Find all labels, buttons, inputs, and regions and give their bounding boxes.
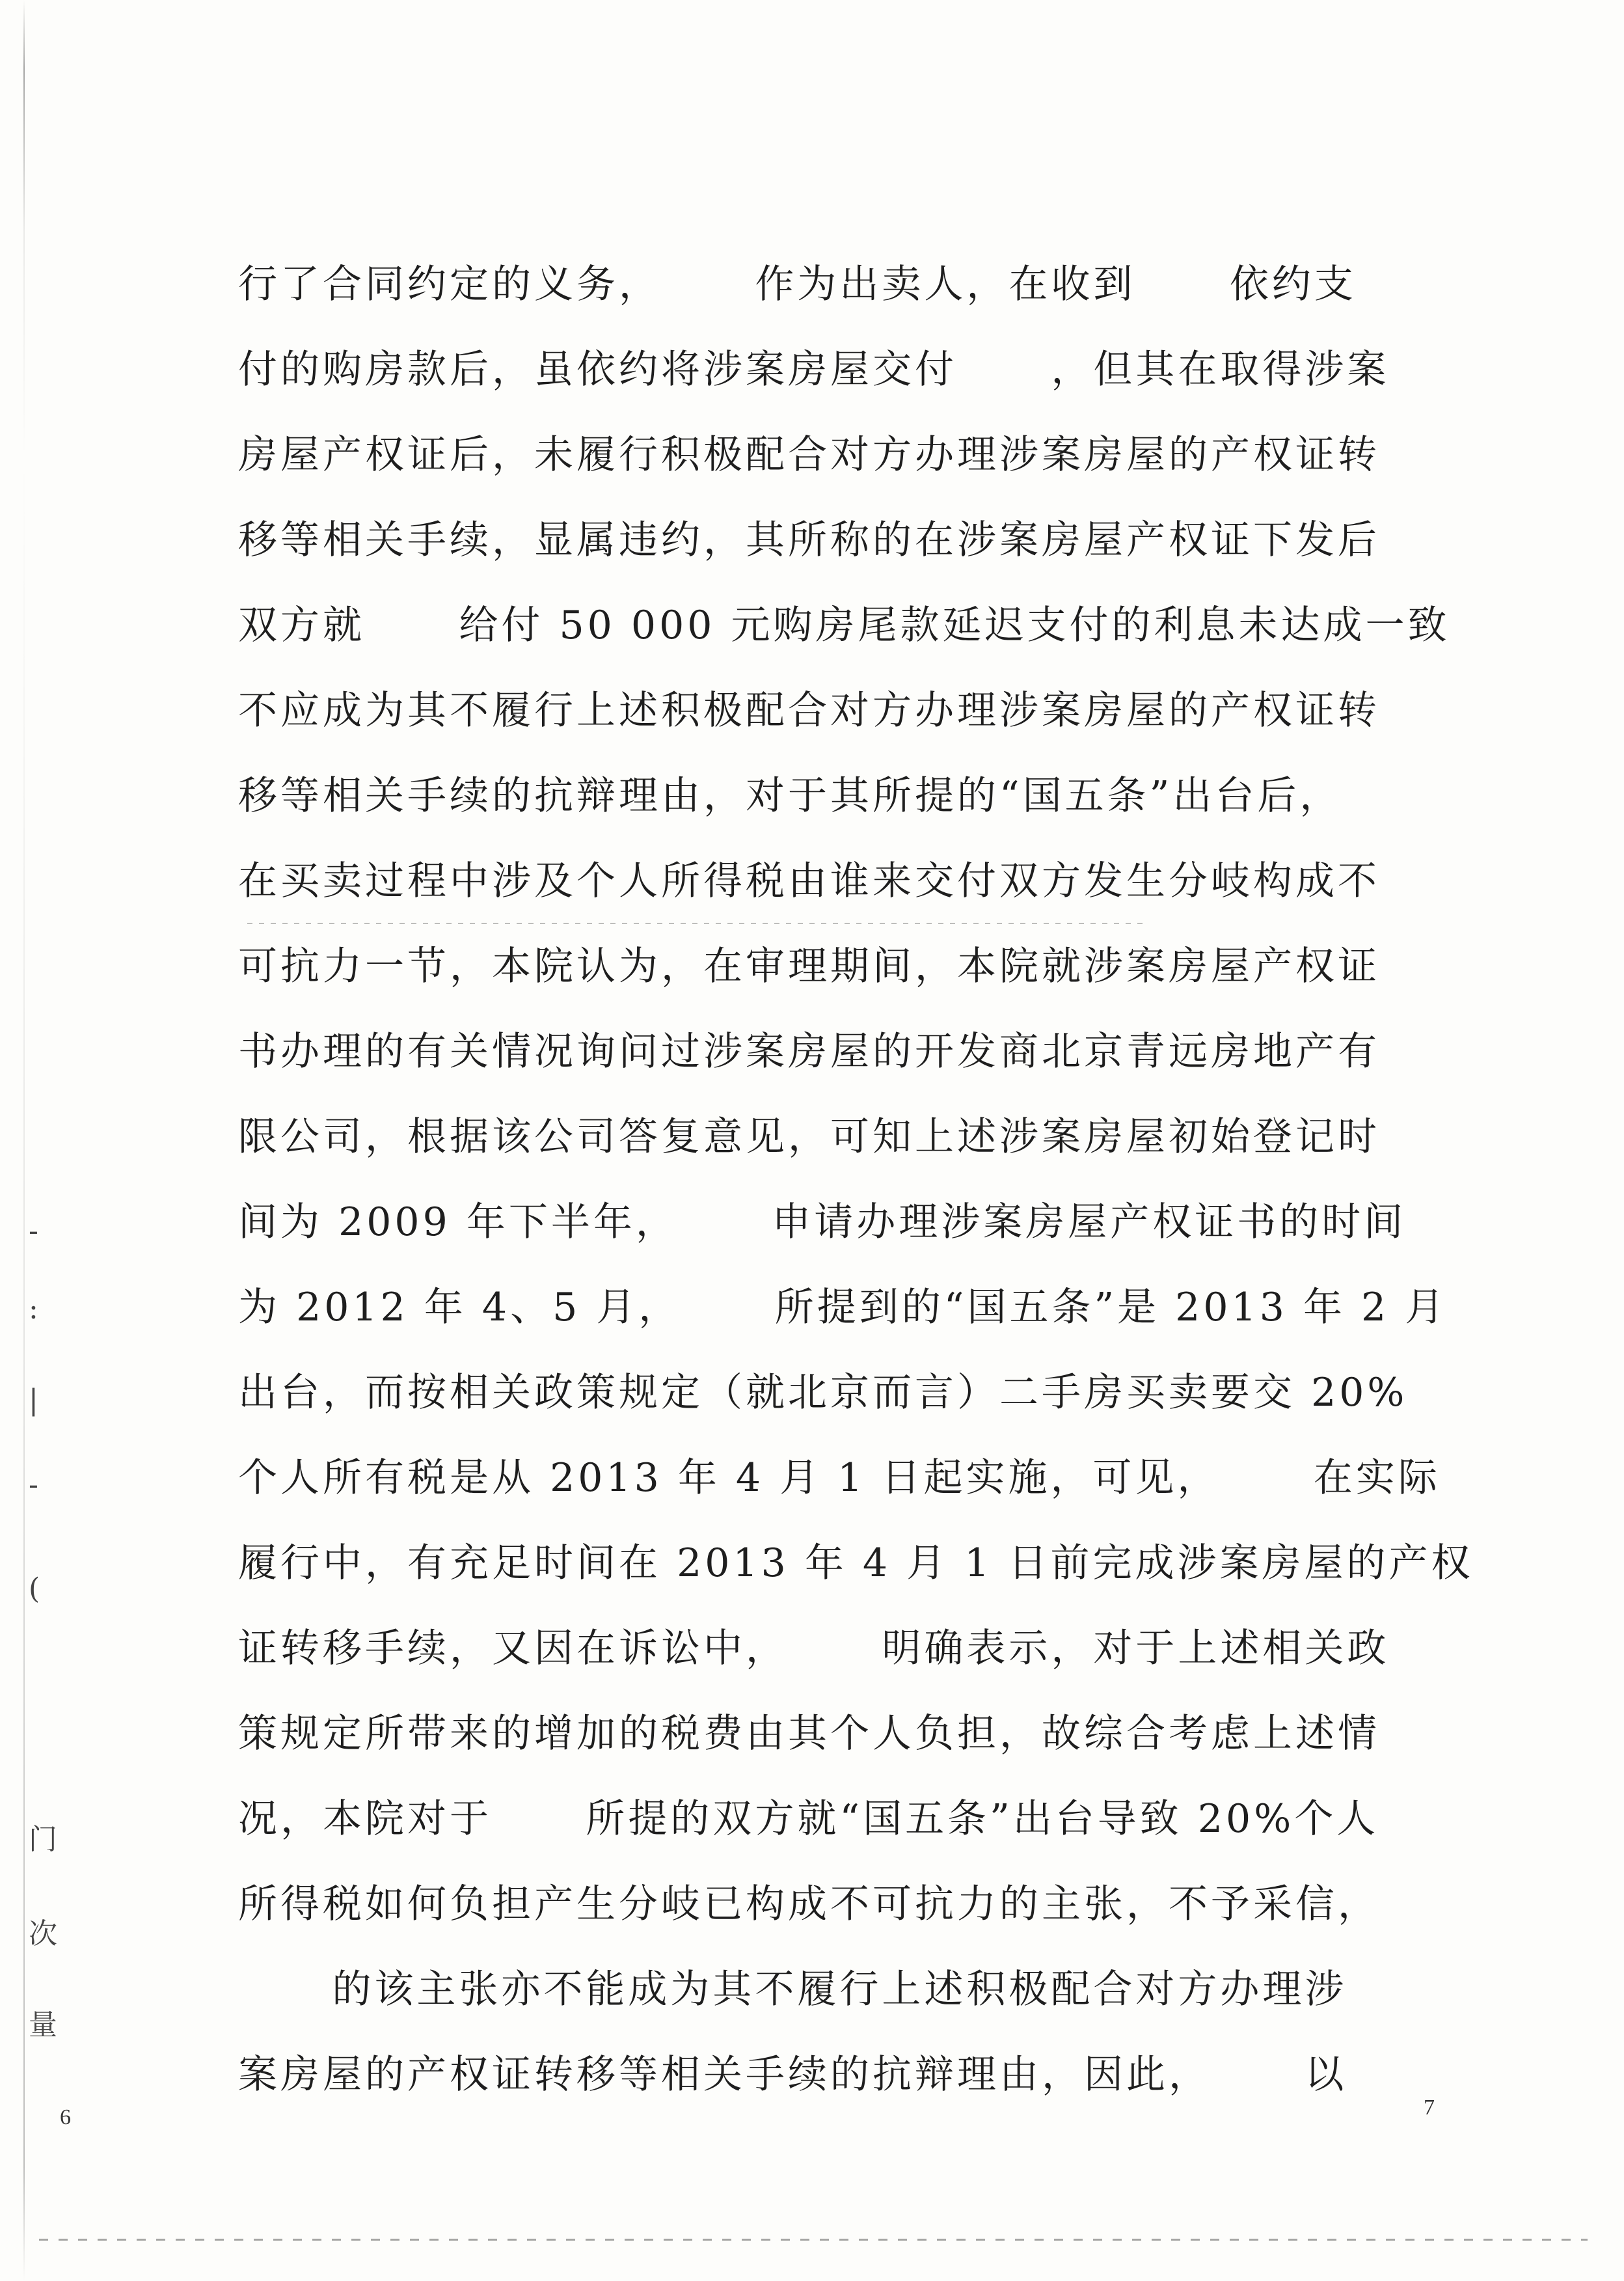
margin-mark: |: [29, 1384, 38, 1417]
text-line: 移等相关手续的抗辩理由，对于其所提的“国五条”出台后，: [238, 773, 1342, 819]
text-line: 行了合同约定的义务， 作为出卖人，在收到 依约支: [238, 262, 1357, 307]
text-line: 的该主张亦不能成为其不履行上述积极配合对方办理涉: [238, 1967, 1347, 2012]
binding-shadow: [23, 0, 25, 2281]
text-line: 房屋产权证后，未履行积极配合对方办理涉案房屋的产权证转: [238, 432, 1380, 478]
page-number-right: 7: [1424, 2096, 1435, 2120]
text-line: 策规定所带来的增加的税费由其个人负担，故综合考虑上述情: [238, 1711, 1380, 1756]
margin-mark: 量: [29, 2008, 57, 2042]
text-line: 付的购房款后，虽依约将涉案房屋交付 ，但其在取得涉案: [238, 347, 1390, 392]
text-line: 为 2012 年 4、5 月， 所提到的“国五条”是 2013 年 2 月: [238, 1285, 1448, 1330]
text-line: 限公司，根据该公司答复意见，可知上述涉案房屋初始登记时: [238, 1114, 1380, 1160]
margin-mark: 门: [29, 1823, 57, 1856]
text-line: 可抗力一节，本院认为，在审理期间，本院就涉案房屋产权证: [238, 944, 1380, 989]
text-line: 双方就 给付 50 000 元购房尾款延迟支付的利息未达成一致: [238, 603, 1450, 648]
judgment-body-text: [238, 242, 1474, 2118]
margin-mark: -: [29, 1214, 38, 1248]
text-line: 个人所有税是从 2013 年 4 月 1 日起实施，可见， 在实际: [238, 1455, 1441, 1501]
text-line: 证转移手续，又因在诉讼中， 明确表示，对于上述相关政: [238, 1626, 1390, 1671]
margin-mark: 次: [29, 1917, 57, 1950]
text-line: 案房屋的产权证转移等相关手续的抗辩理由，因此， 以: [238, 2052, 1347, 2097]
text-line: 在买卖过程中涉及个人所得税由谁来交付双方发生分岐构成不: [238, 858, 1380, 904]
text-line: 书办理的有关情况询问过涉案房屋的开发商北京青远房地产有: [238, 1029, 1380, 1074]
text-line: 不应成为其不履行上述积极配合对方办理涉案房屋的产权证转: [238, 688, 1380, 733]
margin-mark: -: [29, 1468, 38, 1501]
text-line: 出台，而按相关政策规定（就北京而言）二手房买卖要交 20%: [238, 1370, 1408, 1415]
text-line: 所得税如何负担产生分岐已构成不可抗力的主张，不予采信，: [238, 1881, 1380, 1927]
text-line: 间为 2009 年下半年， 申请办理涉案房屋产权证书的时间: [238, 1199, 1407, 1245]
text-line: 况，本院对于 所提的双方就“国五条”出台导致 20%个人: [238, 1796, 1379, 1842]
margin-mark: :: [29, 1292, 38, 1326]
page-number-left: 6: [60, 2105, 71, 2129]
margin-mark: (: [29, 1572, 40, 1605]
scan-edge-noise: [39, 2239, 1588, 2241]
text-line: 履行中，有充足时间在 2013 年 4 月 1 日前完成涉案房屋的产权: [238, 1540, 1474, 1586]
text-line: 移等相关手续，显属违约，其所称的在涉案房屋产权证下发后: [238, 517, 1380, 563]
